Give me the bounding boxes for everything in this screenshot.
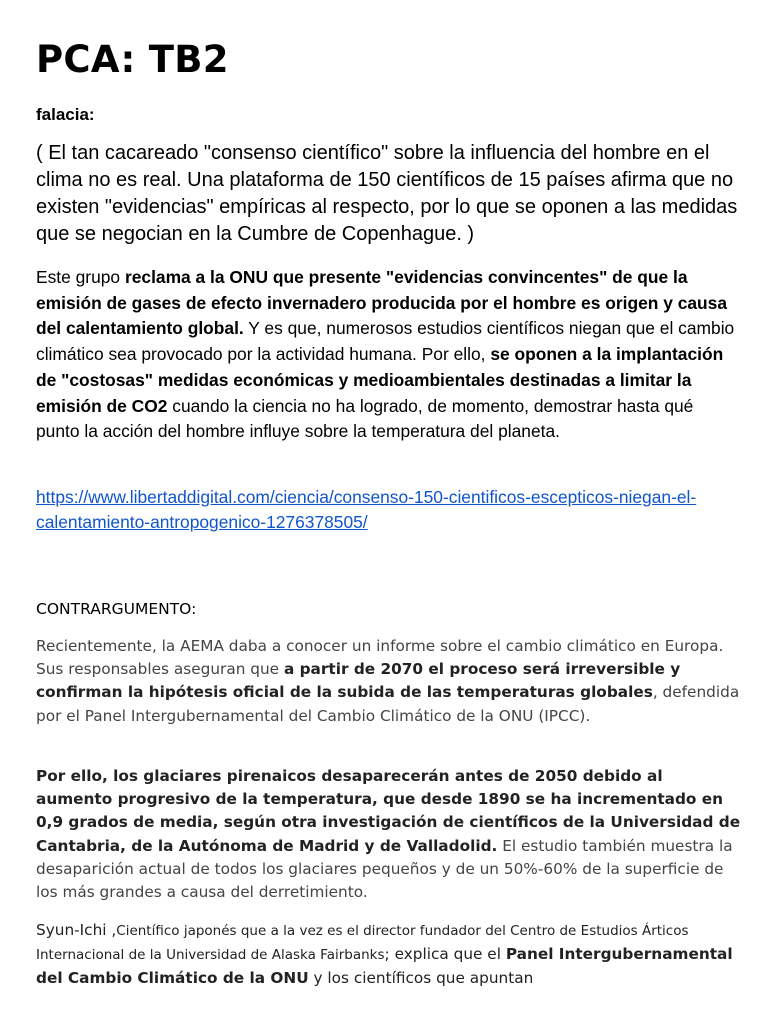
- counterargument-paragraph-2: [36, 765, 741, 904]
- text-run: Este grupo: [36, 267, 125, 287]
- source-link[interactable]: https://www.libertaddigital.com/ciencia/consenso-150-cientificos-escepticos-niegan-el-calentamiento-antropogenico-1276378505/: [36, 487, 697, 532]
- text-run: Y es que, numerosos estudios científicos niegan que el cambio climático sea provocado por la actividad humana. Por ello,: [36, 318, 735, 365]
- bold-text-run: a partir de 2070 el proceso será irreversible y confirman la hipótesis oficial de la subida de las temperaturas globales: [36, 660, 681, 702]
- counterargument-paragraph-1: [36, 635, 741, 728]
- fallacy-explanation-paragraph: [36, 265, 736, 445]
- text-run: Syun-Ichi ,: [36, 921, 117, 939]
- bold-text-run: Panel Intergubernamental del Cambio Climático de la ONU: [36, 945, 733, 988]
- counterargument-paragraph-3: [36, 919, 741, 991]
- text-run: El estudio también muestra la desaparición actual de todos los glaciares pequeños y de un 50%-60% de la superficie de los más grandes a causa del derretimiento.: [36, 836, 733, 902]
- counterargument-heading: CONTRARGUMENTO:: [36, 600, 197, 618]
- bold-text-run: se oponen a la implantación de "costosas" medidas económicas y medioambientales destinadas a limitar la emisión de CO2: [36, 344, 724, 416]
- page-title: PCA: TB2: [36, 38, 229, 81]
- bold-text-run: Por ello, los glaciares pirenaicos desaparecerán antes de 2050 debido al aumento progresivo de la temperatura, que desde 1890 se ha incrementado en 0,9 grados de media, según otra investigación de científicos de la Universidad de Cantabria, de la Autónoma de Madrid y de Valladolid.: [36, 767, 741, 855]
- text-run: y los científicos que apuntan: [308, 969, 534, 988]
- text-run: cuando la ciencia no ha logrado, de momento, demostrar hasta qué punto la acción del hombre influye sobre la temperatura del planeta.: [36, 395, 694, 442]
- text-run: , defendida por el Panel Intergubernamental del Cambio Climático de la ONU (IPCC).: [36, 683, 740, 725]
- fallacy-claim: ( El tan cacareado "consenso científico" sobre la influencia del hombre en el clima no es real. Una plataforma de 150 científicos de 15 países afirma que no existen "evidencias" empíricas al respecto, por lo que se oponen a las medidas que se negocian en la Cumbre de Copenhague. ): [36, 142, 738, 245]
- fallacy-label: falacia:: [36, 105, 95, 124]
- text-run: Recientemente, la AEMA daba a conocer un informe sobre el cambio climático en Europa. Sus responsables aseguran que: [36, 637, 724, 679]
- text-run: ; explica que el: [384, 945, 506, 964]
- bold-text-run: reclama a la ONU que presente "evidencias convincentes" de que la emisión de gases de efecto invernadero producida por el hombre es origen y causa del calentamiento global.: [36, 267, 728, 339]
- small-text-run: Científico japonés que a la vez es el director fundador del Centro de Estudios Árticos Internacional de la Universidad de Alaska Fairbanks: [36, 923, 689, 964]
